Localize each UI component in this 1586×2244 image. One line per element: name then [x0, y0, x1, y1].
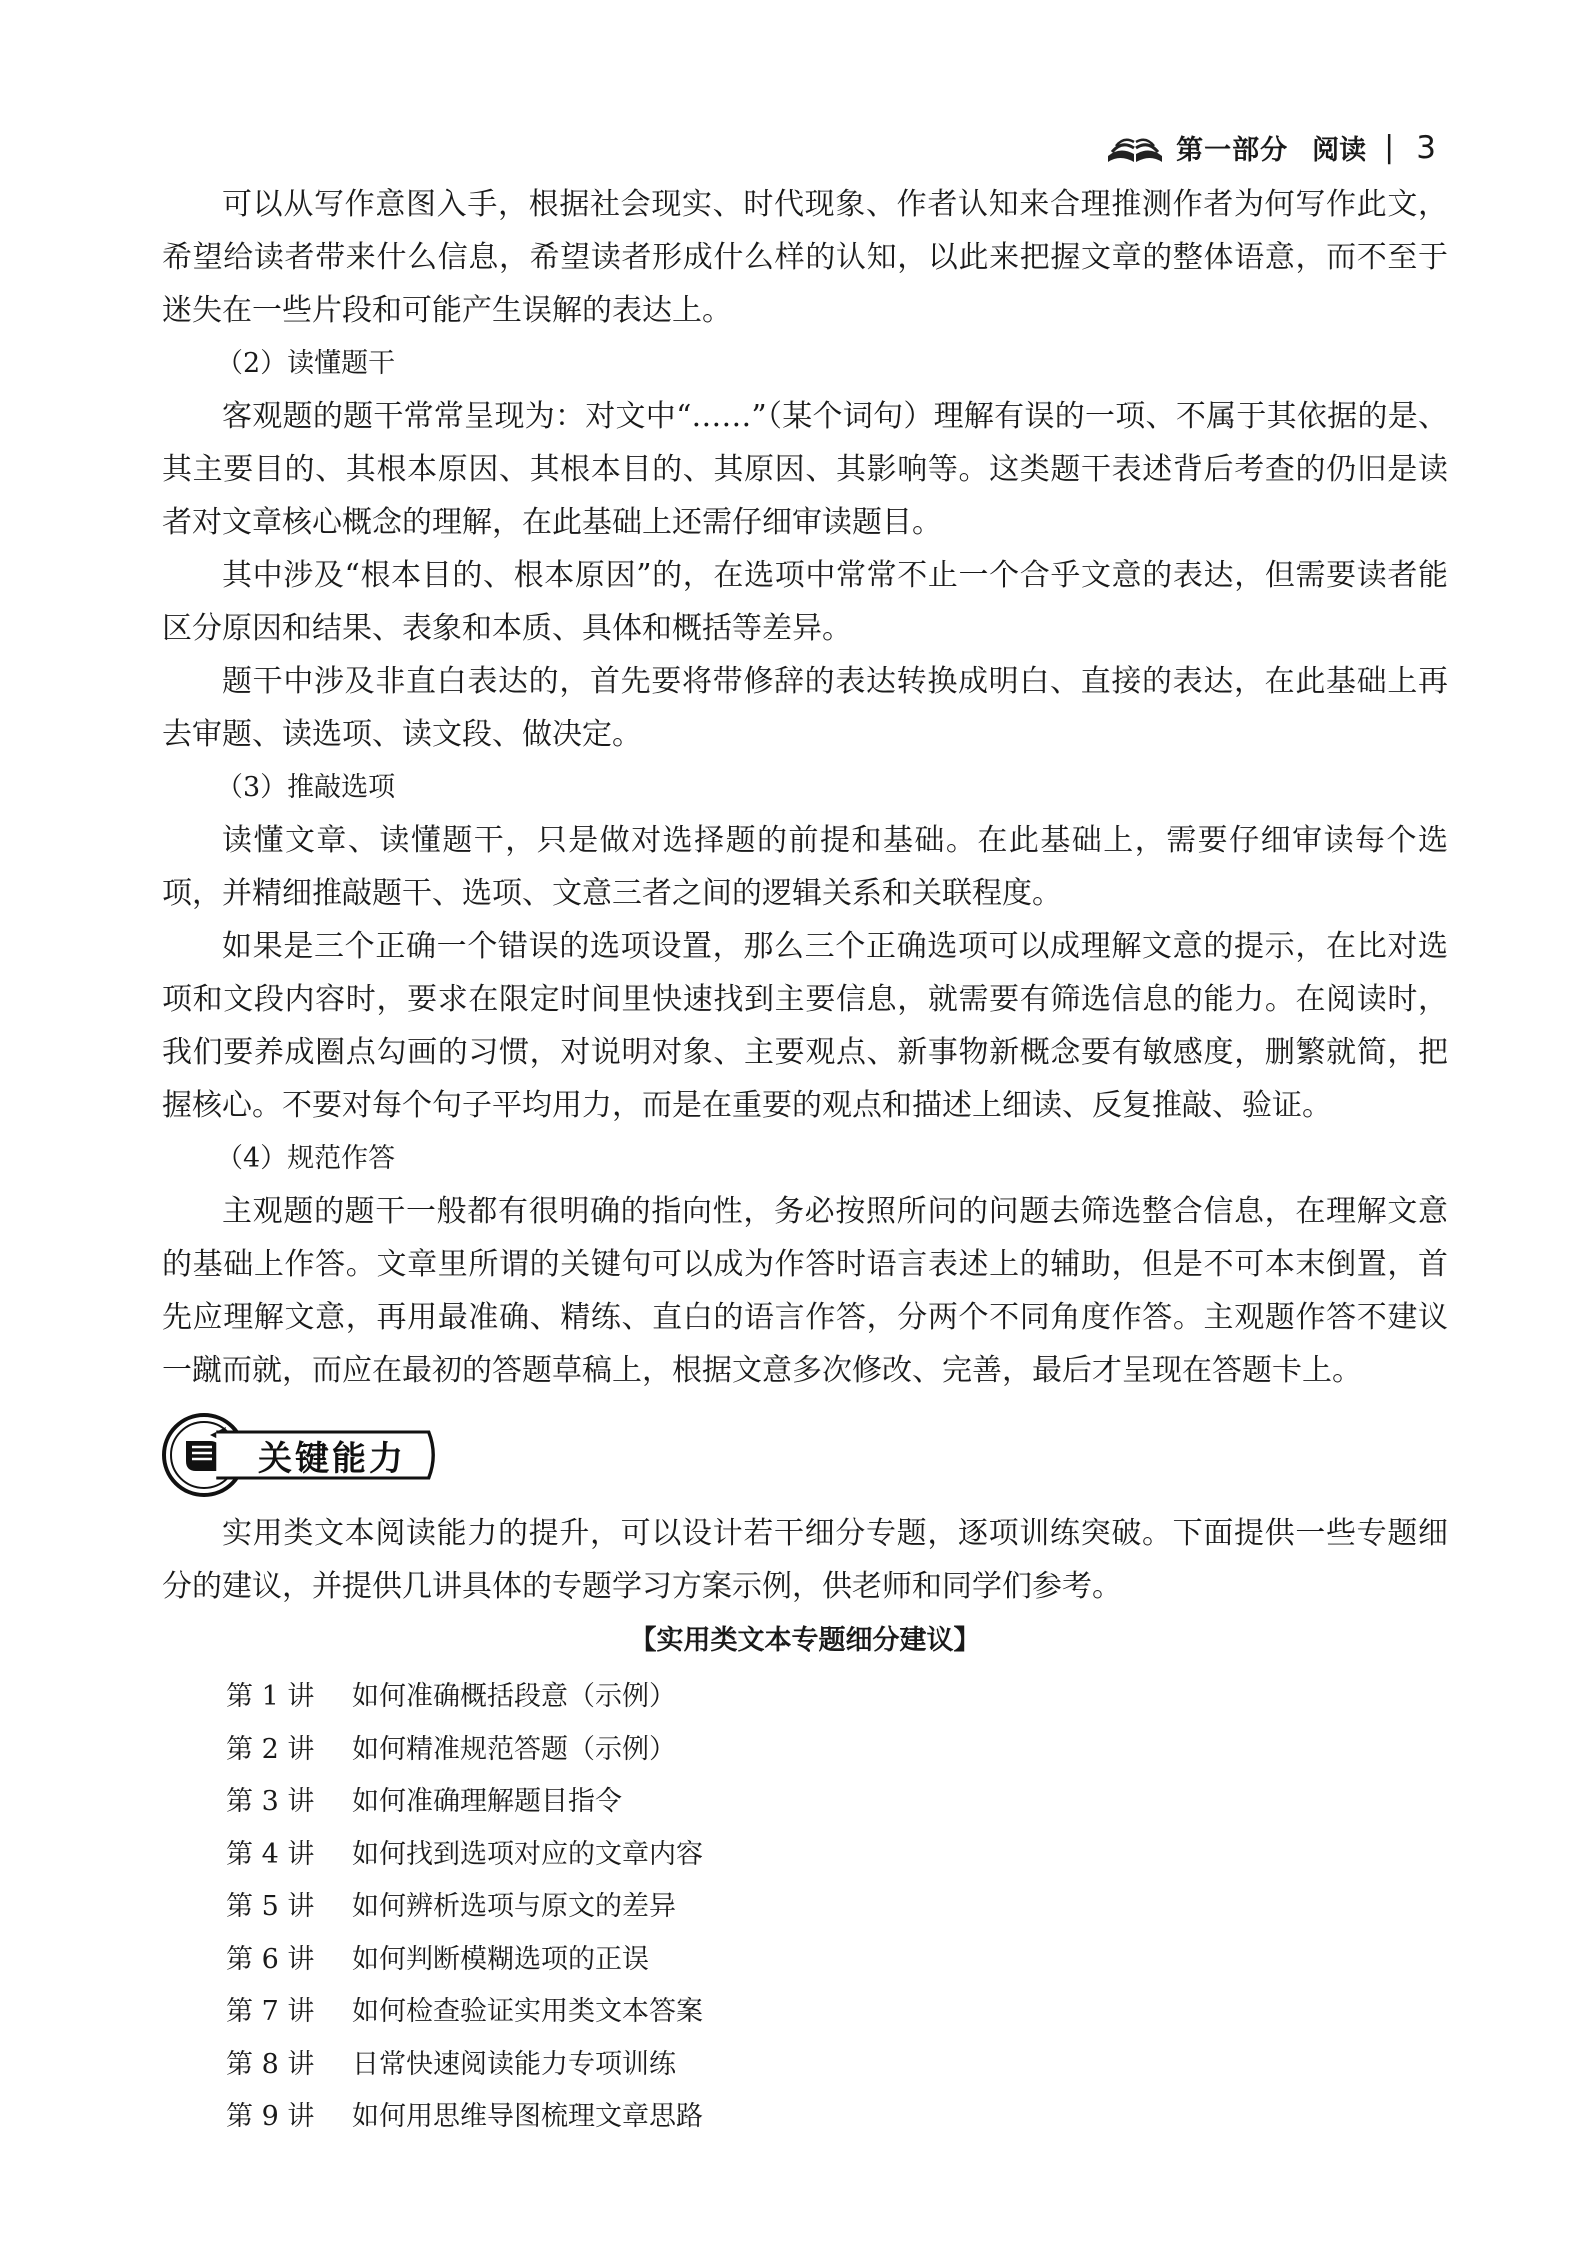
lecture-title: 如何辨析选项与原文的差异 [352, 1891, 676, 1922]
lecture-number: 第 2 讲 [226, 1733, 315, 1765]
paragraph: 如果是三个正确一个错误的选项设置，那么三个正确选项可以成理解文意的提示，在比对选项和文段内容时，要求在限定时间里快速找到主要信息，就需要有筛选信息的能力。在阅读时，我们要养成圈点勾画的习惯，对说明对象、主要观点、新事物新概念要有敏感度，删繁就简，把握核心。不要对每个句子平均用力，而是在重要的观点和描述上细读、反复推敲、验证。 [162, 929, 1448, 1123]
paragraph: 实用类文本阅读能力的提升，可以设计若干细分专题，逐项训练突破。下面提供一些专题细分的建议，并提供几讲具体的专题学习方案示例，供老师和同学们参考。 [162, 1516, 1448, 1604]
paragraph: 读懂文章、读懂题干，只是做对选择题的前提和基础。在此基础上，需要仔细审读每个选项，并精细推敲题干、选项、文意三者之间的逻辑关系和关联程度。 [162, 823, 1448, 911]
page-number: 3 [1416, 129, 1436, 166]
lecture-item [162, 1986, 1448, 2039]
lecture-title: 如何准确理解题目指令 [352, 1786, 622, 1817]
list-subtitle: 【实用类文本专题细分建议】 [629, 1625, 981, 1656]
lecture-number: 第 6 讲 [226, 1943, 315, 1975]
paragraph: 题干中涉及非直白表达的，首先要将带修辞的表达转换成明白、直接的表达，在此基础上再去审题、读选项、读文段、做决定。 [162, 664, 1448, 752]
subheading-4: （4）规范作答 [216, 1143, 396, 1174]
lecture-item [162, 2039, 1448, 2092]
lecture-list [162, 1671, 1448, 2144]
lecture-item [162, 1776, 1448, 1829]
lecture-title: 如何准确概括段意（示例） [352, 1681, 676, 1712]
lecture-number: 第 5 讲 [226, 1891, 315, 1922]
lecture-item [162, 2091, 1448, 2144]
page-header [1104, 128, 1436, 167]
open-book-icon [1104, 130, 1166, 166]
lecture-title: 如何找到选项对应的文章内容 [352, 1838, 703, 1870]
lecture-item [162, 1934, 1448, 1987]
header-separator: | [1384, 130, 1395, 165]
lecture-title: 日常快速阅读能力专项训练 [352, 2048, 676, 2080]
lecture-number: 第 9 讲 [226, 2101, 315, 2132]
lecture-number: 第 7 讲 [226, 1996, 315, 2027]
section-heading-text: 关键能力 [258, 1438, 406, 1479]
paragraph: 主观题的题干一般都有很明确的指向性，务必按照所问的问题去筛选整合信息，在理解文意的基础上作答。文章里所谓的关键句可以成为作答时语言表述上的辅助，但是不可本末倒置，首先应理解文意，再用最准确、精练、直白的语言作答，分两个不同角度作答。主观题作答不建议一蹴而就，而应在最初的答题草稿上，根据文意多次修改、完善，最后才呈现在答题卡上。 [162, 1194, 1448, 1388]
lecture-item [162, 1671, 1448, 1724]
subheading-3: （3）推敲选项 [216, 772, 396, 803]
lecture-title: 如何判断模糊选项的正误 [352, 1943, 649, 1975]
page-content [162, 178, 1448, 2144]
lecture-title: 如何用思维导图梳理文章思路 [352, 2101, 703, 2132]
lecture-item [162, 1881, 1448, 1934]
lecture-title: 如何检查验证实用类文本答案 [352, 1996, 703, 2027]
lecture-number: 第 8 讲 [226, 2048, 315, 2080]
lecture-item [162, 1724, 1448, 1777]
lecture-item [162, 1829, 1448, 1882]
lecture-number: 第 4 讲 [226, 1838, 315, 1870]
header-chapter-label: 阅读 [1312, 135, 1367, 166]
header-section-label: 第一部分 [1176, 135, 1289, 166]
subheading-2: （2）读懂题干 [216, 348, 396, 379]
lecture-title: 如何精准规范答题（示例） [352, 1733, 676, 1765]
paragraph: 可以从写作意图入手，根据社会现实、时代现象、作者认知来合理推测作者为何写作此文，希望给读者带来什么信息，希望读者形成什么样的认知，以此来把握文章的整体语意，而不至于迷失在一些片段和可能产生误解的表达上。 [162, 187, 1448, 328]
key-ability-heading [160, 1411, 1448, 1499]
lecture-number: 第 3 讲 [226, 1786, 315, 1817]
paragraph: 其中涉及“根本目的、根本原因”的，在选项中常常不止一个合乎文意的表达，但需要读者能区分原因和结果、表象和本质、具体和概括等差异。 [162, 558, 1448, 646]
heading-banner [214, 1430, 440, 1480]
lecture-number: 第 1 讲 [226, 1681, 315, 1712]
paragraph: 客观题的题干常常呈现为：对文中“……”（某个词句）理解有误的一项、不属于其依据的是、其主要目的、其根本原因、其根本目的、其原因、其影响等。这类题干表述背后考查的仍旧是读者对文章核心概念的理解，在此基础上还需仔细审读题目。 [162, 399, 1448, 540]
